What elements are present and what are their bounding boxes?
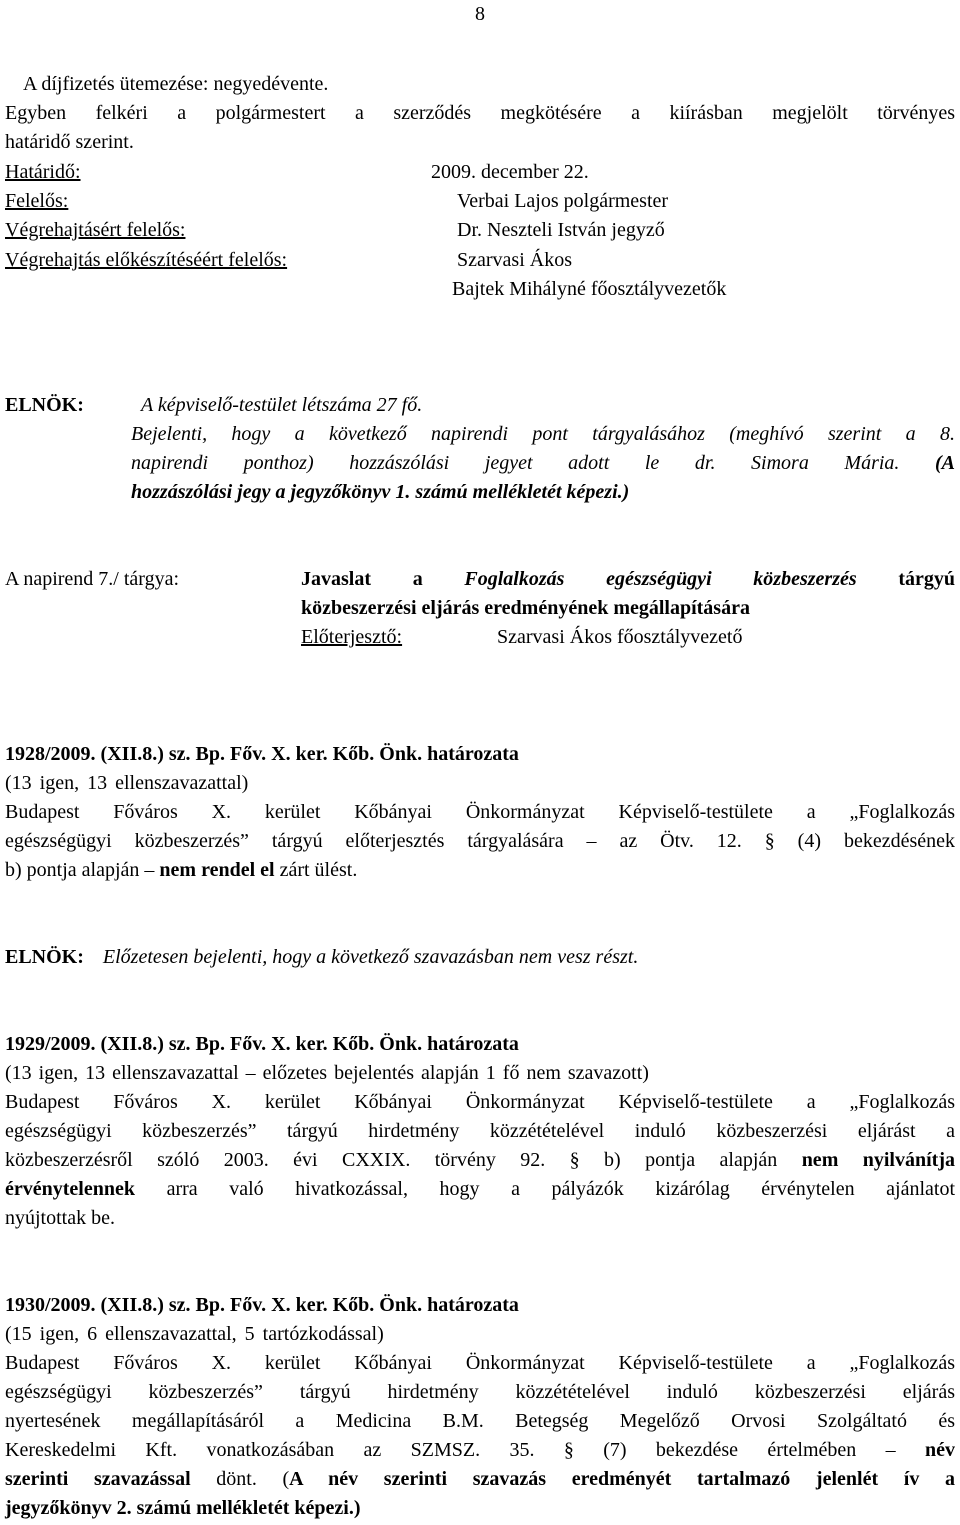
agenda-title-line-2: közbeszerzési eljárás eredményének megállapítására [301,597,750,619]
prep-value-2: Bajtek Mihályné főosztályvezetők [452,278,727,300]
res1930-line-4b: név [925,1439,956,1461]
res1929-line-3a: közbeszerzésről szóló 2003. évi CXXIX. törvény 92. § b) pontja alapján [5,1149,778,1171]
res1929-line-5: nyújtottak be. [5,1207,115,1229]
res1928-line-3c: zárt ülést. [279,859,358,881]
res1929-line-4b: arra való hivatkozással, hogy a pályázók kizárólag érvénytelen ajánlatot [166,1178,956,1200]
intro-line-3: határidő szerint. [5,131,134,153]
presenter-label: Előterjesztő: [301,626,403,648]
intro-line-1: A díjfizetés ütemezése: negyedévente. [23,73,329,95]
agenda-label: A napirend 7./ tárgya: [5,568,180,590]
res1929-line-4a: érvénytelennek [5,1178,135,1200]
agenda-title-1c: tárgyú [898,568,955,590]
deadline-row [5,158,955,187]
exec-label: Végrehajtásért felelős: [5,219,186,241]
chair-label-1: ELNÖK: [5,394,84,416]
responsible-value: Verbai Lajos polgármester [457,190,669,212]
res1929-line-4 [5,1175,955,1204]
res1928-line-3 [5,856,955,885]
res1930-line-3: nyertesének megállapításáról a Medicina B.M. Betegség Megelőző Orvosi Szolgáltató és [5,1410,955,1432]
chair1-line-3b: (A [935,452,956,474]
res1928-line-3b: nem rendel el [159,859,275,881]
chair1-line-2: Bejelenti, hogy a következő napirendi pont tárgyalásához (meghívó szerint a 8. [131,423,955,445]
res1930-line-4 [5,1436,955,1465]
res1930-line-5c: A név szerinti szavazás eredményét tartalmazó jelenlét ív a [289,1468,955,1490]
res1929-line-3b: nem nyilvánítja [801,1149,955,1171]
res1929-line-3 [5,1146,955,1175]
res1929-line-2: egészségügyi közbeszerzés” tárgyú hirdetmény közzétételével induló közbeszerzési eljárást a [5,1120,955,1142]
res1928-heading: 1928/2009. (XII.8.) sz. Bp. Főv. X. ker. Kőb. Önk. határozata [5,743,519,765]
res1930-votes: (15 igen, 6 ellenszavazattal, 5 tartózkodással) [5,1323,384,1345]
res1930-line-6: jegyzőkönyv 2. számú mellékletét képezi.) [5,1497,361,1519]
chair-2-row [5,943,955,972]
chair2-text: Előzetesen bejelenti, hogy a következő szavazásban nem vesz részt. [102,946,639,968]
chair1-line-3a: napirendi ponthoz) hozzászólási jegyet adott le dr. Simora Mária. [131,452,900,474]
agenda-title-1b: Foglalkozás egészségügyi közbeszerzés [464,568,857,590]
chair1-line-1: A képviselő-testület létszáma 27 fő. [141,394,423,416]
res1929-votes: (13 igen, 13 ellenszavazattal – előzetes bejelentés alapján 1 fő nem szavazott) [5,1062,649,1084]
res1930-heading: 1930/2009. (XII.8.) sz. Bp. Főv. X. ker. Kőb. Önk. határozata [5,1294,519,1316]
responsible-label: Felelős: [5,190,69,212]
res1930-line-5a: szerinti szavazással [5,1468,191,1490]
exec-row [5,216,955,245]
agenda-title-line-1 [301,565,955,594]
intro-line-2: Egyben felkéri a polgármestert a szerződés megkötésére a kiírásban megjelölt törvényes [5,102,955,124]
chair1-line-4: hozzászólási jegy a jegyzőkönyv 1. számú mellékletét képezi.) [131,481,630,503]
res1929-heading: 1929/2009. (XII.8.) sz. Bp. Főv. X. ker. Kőb. Önk. határozata [5,1033,519,1055]
res1929-line-1: Budapest Főváros X. kerület Kőbányai Önkormányzat Képviselő-testülete a „Foglalkozás [5,1091,955,1113]
res1930-line-5 [5,1465,955,1494]
res1930-line-4a: Kereskedelmi Kft. vonatkozásában az SZMSZ. 35. § (7) bekezdése értelmében – [5,1439,896,1461]
res1930-line-2: egészségügyi közbeszerzés” tárgyú hirdetmény közzétételével induló közbeszerzési eljárás [5,1381,955,1403]
res1930-line-5b: dönt. ( [216,1468,290,1490]
chair1-line-3 [131,449,955,478]
deadline-label: Határidő: [5,161,81,183]
res1928-line-3a: b) pontja alapján – [5,859,155,881]
responsible-row [5,187,955,216]
prep-value-1: Szarvasi Ákos [457,249,572,271]
res1930-line-1: Budapest Főváros X. kerület Kőbányai Önkormányzat Képviselő-testülete a „Foglalkozás [5,1352,955,1374]
res1928-line-2: egészségügyi közbeszerzés” tárgyú előterjesztés tárgyalására – az Ötv. 12. § (4) bekezdésének [5,830,955,852]
presenter-row [301,623,955,652]
exec-value: Dr. Neszteli István jegyző [457,219,665,241]
res1928-votes: (13 igen, 13 ellenszavazattal) [5,772,249,794]
res1928-line-1: Budapest Főváros X. kerület Kőbányai Önkormányzat Képviselő-testülete a „Foglalkozás [5,801,955,823]
deadline-value: 2009. december 22. [431,161,589,183]
presenter-value: Szarvasi Ákos főosztályvezető [497,626,743,648]
page-number: 8 [475,3,485,25]
chair-label-2: ELNÖK: [5,946,84,968]
prep-row [5,246,955,275]
prep-label: Végrehajtás előkészítéséért felelős: [5,249,288,271]
agenda-title-1a: Javaslat a [301,568,423,590]
